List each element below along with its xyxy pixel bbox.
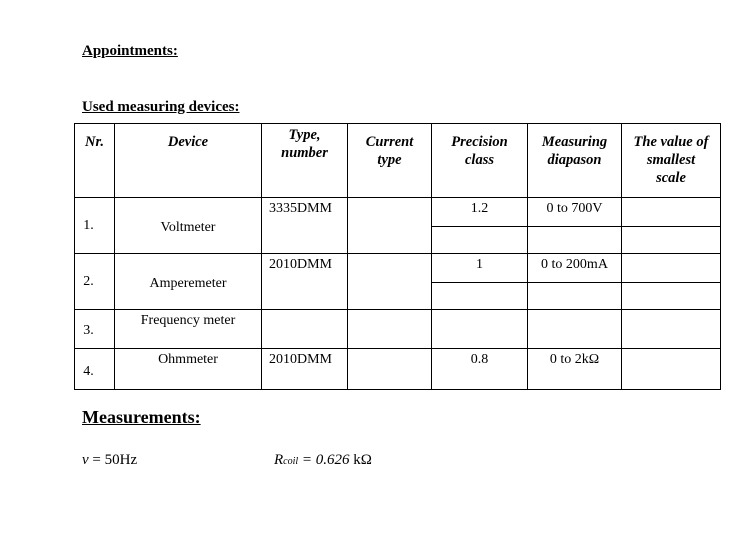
header-measuring	[528, 124, 622, 198]
header-precision-line2: class	[465, 152, 494, 168]
row-smallest-sub	[622, 283, 721, 310]
row-device: Ohmmeter	[115, 349, 262, 390]
row-nr: 1.	[75, 198, 115, 254]
row-type: 2010DMM	[262, 254, 348, 310]
header-measuring-line2: diapason	[547, 152, 602, 168]
header-type-line2: number	[281, 145, 328, 161]
row-precision: 0.8	[432, 349, 528, 390]
header-current	[348, 124, 432, 198]
row-smallest	[622, 310, 721, 349]
row-nr: 4.	[75, 349, 115, 390]
table-row	[75, 310, 721, 349]
header-smallest	[622, 124, 721, 198]
row-smallest	[622, 349, 721, 390]
row-type: 2010DMM	[262, 349, 348, 390]
nu-value: = 50Hz	[92, 452, 138, 468]
header-device: Device	[115, 124, 262, 198]
header-smallest-line1: The value of	[633, 134, 709, 150]
row-smallest	[622, 198, 721, 227]
table-row	[75, 349, 721, 390]
header-type	[262, 124, 348, 198]
row-range: 0 to 200mA	[528, 254, 622, 283]
header-smallest-line3: scale	[656, 170, 686, 186]
header-nr: Nr.	[75, 124, 115, 198]
appointments-heading: Appointments:	[82, 43, 178, 59]
row-range-sub	[528, 227, 622, 254]
header-precision-line1: Precision	[451, 134, 508, 150]
header-type-line1: Type,	[288, 127, 321, 143]
frequency-measurement	[82, 452, 137, 469]
row-precision	[432, 310, 528, 349]
header-precision	[432, 124, 528, 198]
row-range: 0 to 2kΩ	[528, 349, 622, 390]
header-smallest-line2: smallest	[646, 152, 696, 168]
row-current	[348, 310, 432, 349]
row-nr: 2.	[75, 254, 115, 310]
coil-resistance-measurement	[274, 452, 372, 469]
devices-table	[74, 123, 721, 390]
r-unit: kΩ	[353, 452, 372, 468]
measurements-heading: Measurements:	[82, 407, 201, 427]
row-type: 3335DMM	[262, 198, 348, 254]
row-device: Amperemeter	[115, 254, 262, 310]
table-row	[75, 254, 721, 283]
row-current	[348, 254, 432, 310]
nu-symbol: ν	[82, 452, 89, 468]
header-current-line1: Current	[365, 134, 414, 150]
row-precision: 1	[432, 254, 528, 283]
row-current	[348, 198, 432, 254]
header-measuring-line1: Measuring	[541, 134, 608, 150]
row-range: 0 to 700V	[528, 198, 622, 227]
row-precision: 1.2	[432, 198, 528, 227]
r-symbol: R	[274, 452, 284, 468]
row-precision-sub	[432, 283, 528, 310]
row-current	[348, 349, 432, 390]
r-subscript: coil	[283, 456, 299, 467]
row-smallest-sub	[622, 227, 721, 254]
row-device: Frequency meter	[115, 310, 262, 349]
row-precision-sub	[432, 227, 528, 254]
row-range	[528, 310, 622, 349]
row-smallest	[622, 254, 721, 283]
r-equation: = 0.626	[298, 452, 354, 468]
table-row	[75, 198, 721, 227]
table-header-row	[75, 124, 721, 198]
row-range-sub	[528, 283, 622, 310]
used-devices-heading: Used measuring devices:	[82, 99, 240, 115]
row-device: Voltmeter	[115, 198, 262, 254]
header-current-line2: type	[377, 152, 402, 168]
row-nr: 3.	[75, 310, 115, 349]
row-type	[262, 310, 348, 349]
